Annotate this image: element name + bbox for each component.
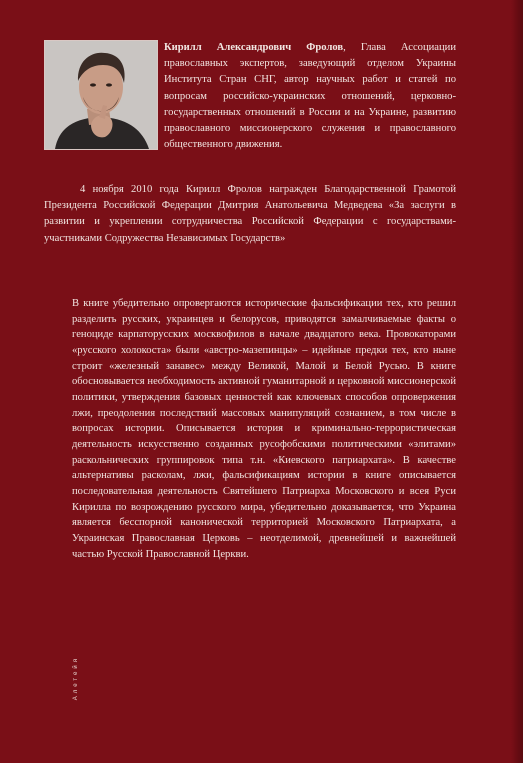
cover-spine-edge: [511, 0, 523, 763]
book-description: В книге убедительно опровергаются исторические фальсификации тех, кто решил разделить русских, украинцев и белорусов, приводятся замалчиваемые факты о геноциде карпаторусских москвофилов в начале двадцатого века. Провокаторами «русского холокоста» были «австро-мазепинцы» – идейные предки тех, кто ныне строит «железный занавес» между Великой, Малой и Белой Русью. В книге обосновывается необходимость активной гуманитарной и церковной миссионерской политики, утверждения базовых ценностей как ключевых способов опровержения лжи, преодоления последствий массовых манипуляций сознанием, в том числе в вопросах истории. Описывается история и криминально-террористическая деятельность искусственно созданных русофобскими политическими «элитами» раскольнических группировок типа т.н. «Киевского патриархата». В качестве альтернативы расколам, лжи, фальсификациям истории в книге описывается последовательная деятельность Святейшего Патриарха Московского и всея Руси Кирилла по возрождению русского мира, убедительно доказывается, что Украина является бесспорной канонической территорией Московского Патриархата, а Украинская Православная Церковь – неотделимой, древнейшей и важнейшей частью Русской Православной Церкви.: [72, 298, 456, 560]
author-portrait-image: [45, 41, 157, 149]
publisher-name: Алетейя: [73, 656, 79, 701]
author-name: Кирилл Александрович Фролов: [164, 42, 344, 53]
author-bio: [164, 40, 456, 153]
author-photo: [44, 40, 158, 150]
award-paragraph: 4 ноября 2010 года Кирилл Фролов награжден Благодарственной Грамотой Президента Российской Федерации Дмитрия Анатольевича Медведева «За заслуги в развитии и укреплении сотрудничества Российской Федерации с государствами-участниками Содружества Независимых Государств»: [44, 184, 456, 244]
author-bio-text: , Глава Ассоциации православных экспертов, заведующий отделом Украины Института Стран СНГ, автор научных работ и статей по вопросам российско-украинских отношений, церковно-государственных отношений в России и на Украине, развитию православного миссионерского служения и православного общественного движения.: [164, 42, 457, 151]
